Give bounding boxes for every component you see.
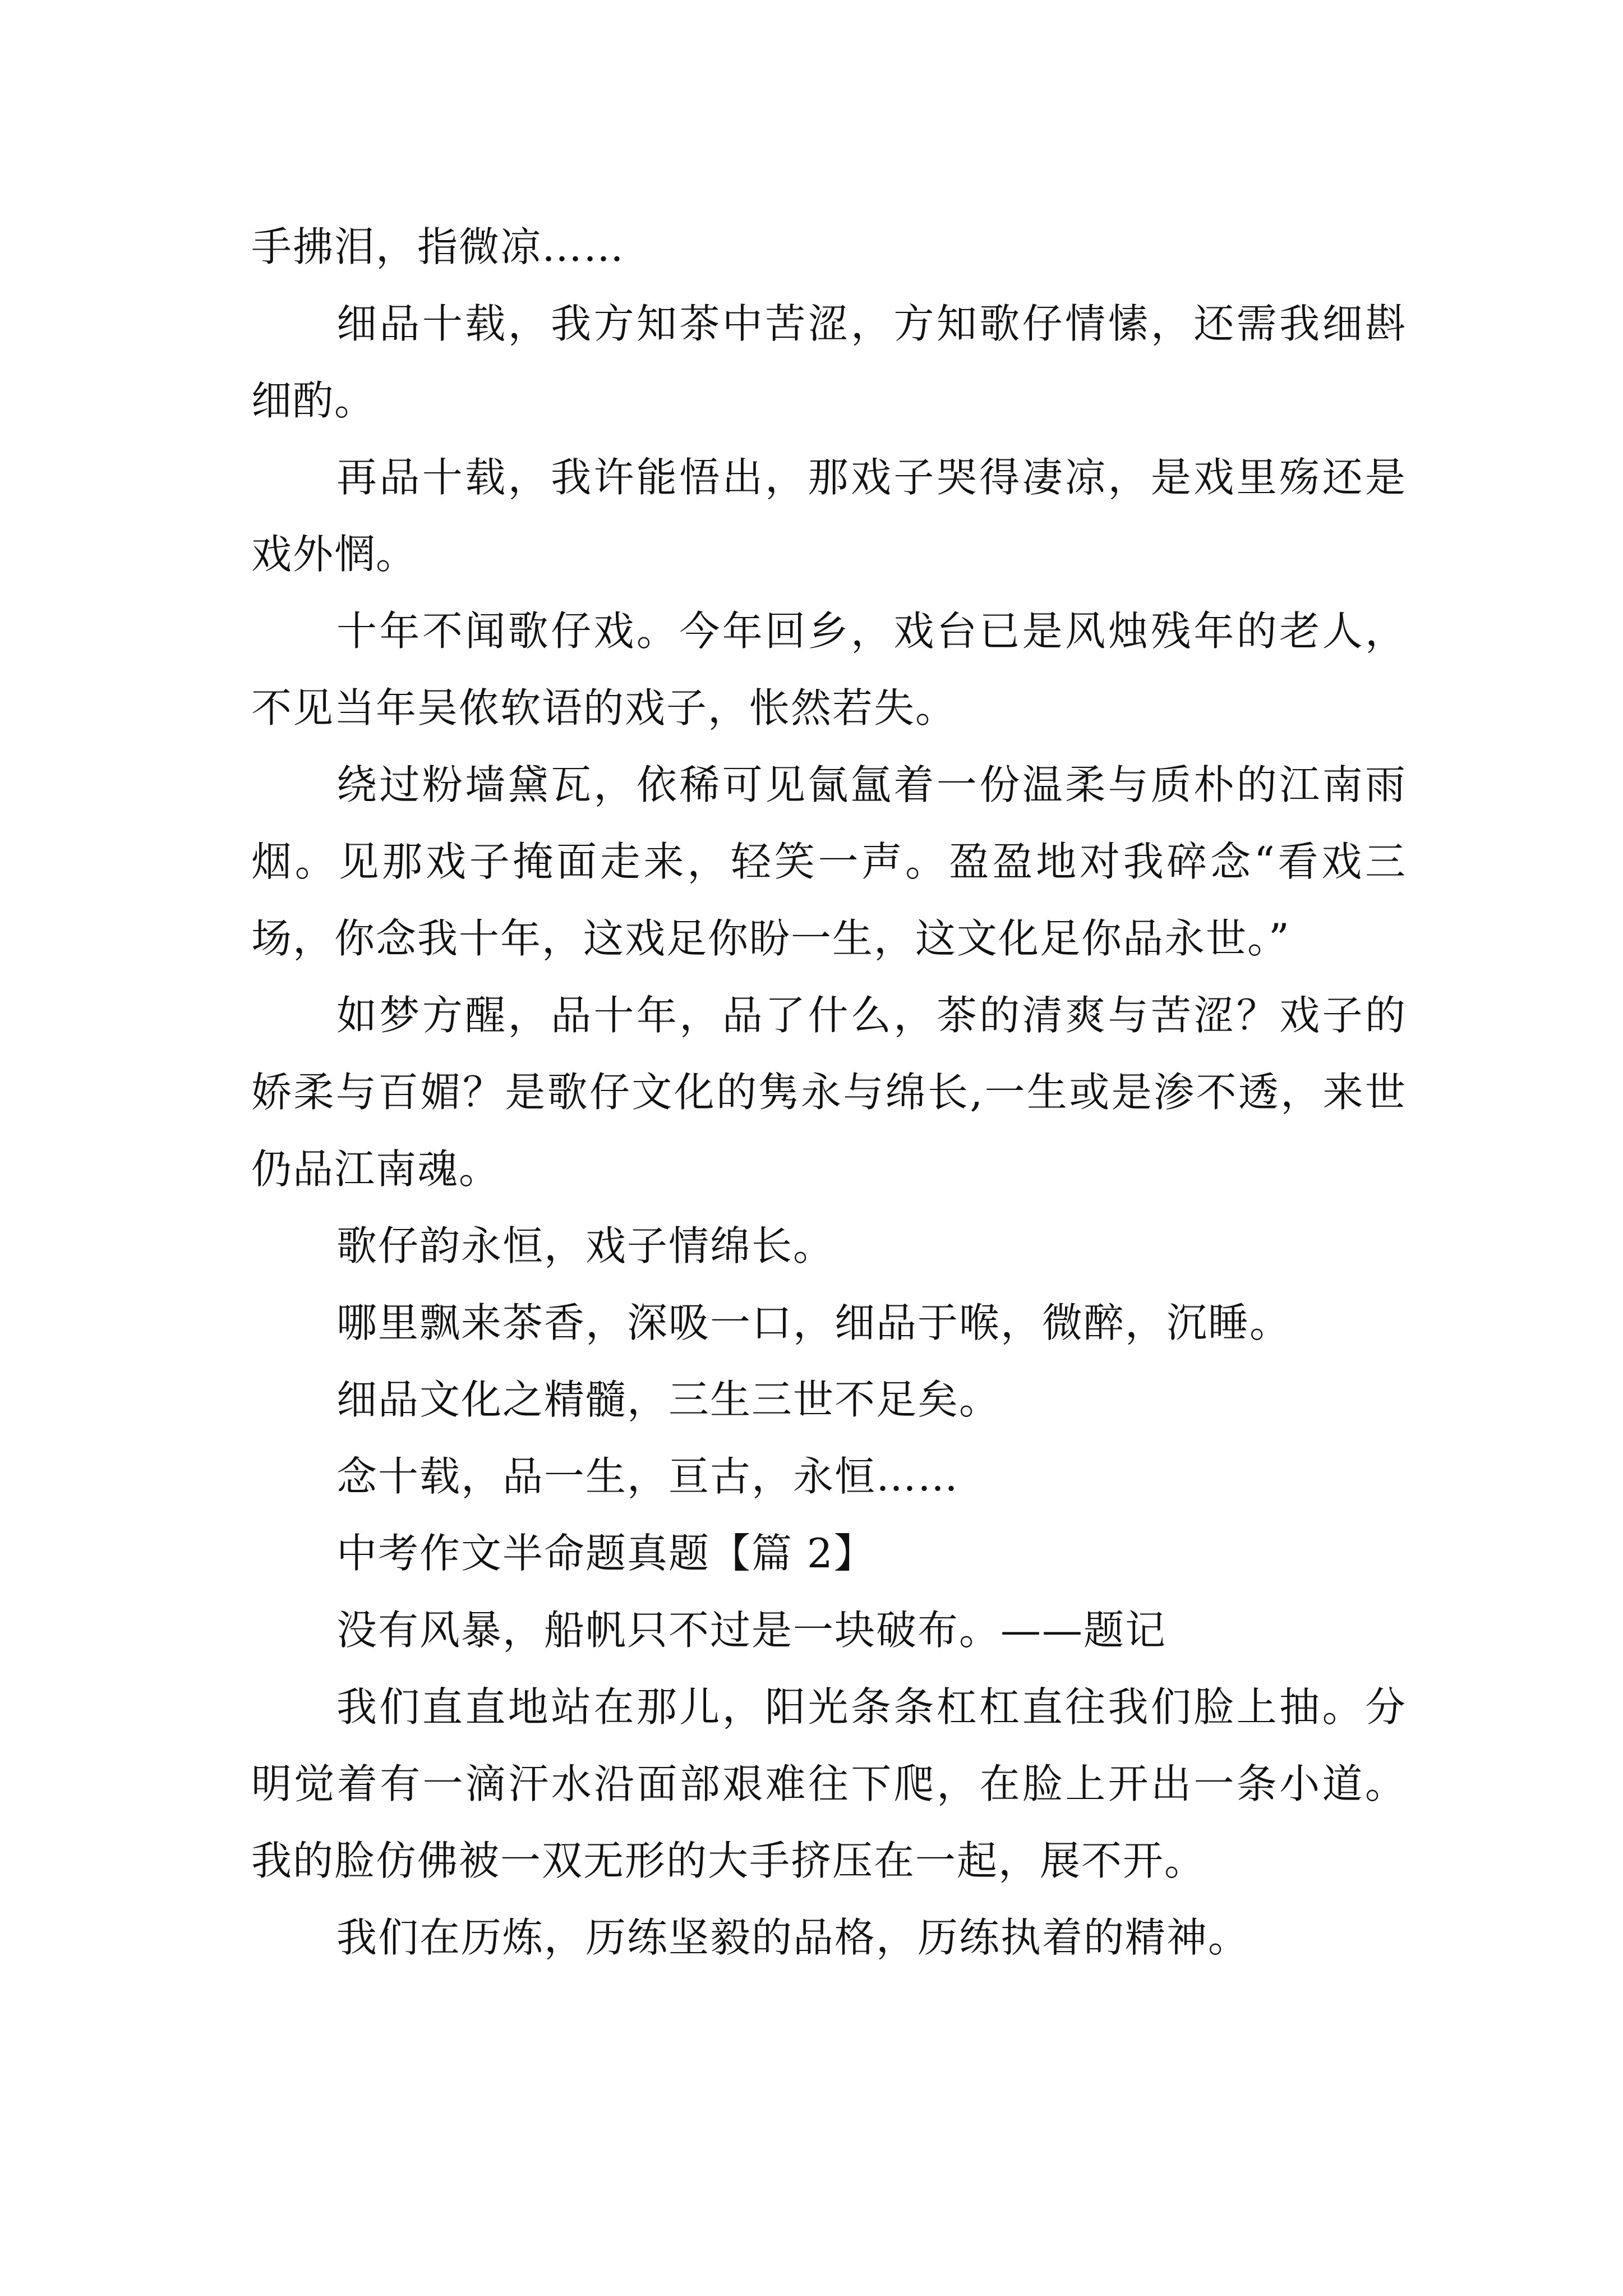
paragraph: 念十载，品一生，亘古，永恒…… — [336, 1453, 960, 1500]
epigraph: 没有风暴，船帆只不过是一块破布。——题记 — [336, 1607, 1167, 1654]
paragraph: 哪里飘来茶香，深吸一口，细品于喉，微醉，沉睡。 — [336, 1299, 1292, 1346]
paragraph: 我们在历炼，历练坚毅的品格，历练执着的精神。 — [336, 1914, 1250, 1961]
paragraph: 绕过粉墙黛瓦，依稀可见氤氲着一份温柔与质朴的江南雨烟。见那戏子掩面走来，轻笑一声。盈盈地对我碎念“看戏三场，你念我十年，这戏足你盼一生，这文化足你品永世。” — [251, 761, 1407, 962]
paragraph: 我们直直地站在那儿，阳光条条杠杠直往我们脸上抽。分明觉着有一滴汗水沿面部艰难往下爬，在脸上开出一条小道。我的脸仿佛被一双无形的大手挤压在一起，展不开。 — [251, 1683, 1407, 1884]
paragraph: 细品十载，我方知茶中苦涩，方知歌仔情愫，还需我细斟细酌。 — [251, 300, 1407, 424]
section-heading: 中考作文半命题真题【篇 2】 — [336, 1530, 875, 1577]
paragraph: 十年不闻歌仔戏。今年回乡，戏台已是风烛残年的老人，不见当年吴侬软语的戏子，怅然若失。 — [251, 608, 1407, 731]
paragraph: 细品文化之精髓，三生三世不足矣。 — [336, 1376, 1001, 1423]
paragraph: 如梦方醒，品十年，品了什么，茶的清爽与苦涩？戏子的娇柔与百媚？是歌仔文化的隽永与绵长,一生或是渗不透，来世仍品江南魂。 — [251, 992, 1407, 1193]
paragraph: 再品十载，我许能悟出，那戏子哭得凄凉，是戏里殇还是戏外惘。 — [251, 454, 1407, 578]
document-body — [251, 209, 1407, 1976]
paragraph: 歌仔韵永恒，戏子情绵长。 — [336, 1222, 835, 1269]
paragraph: 手拂泪，指微凉…… — [251, 223, 625, 270]
